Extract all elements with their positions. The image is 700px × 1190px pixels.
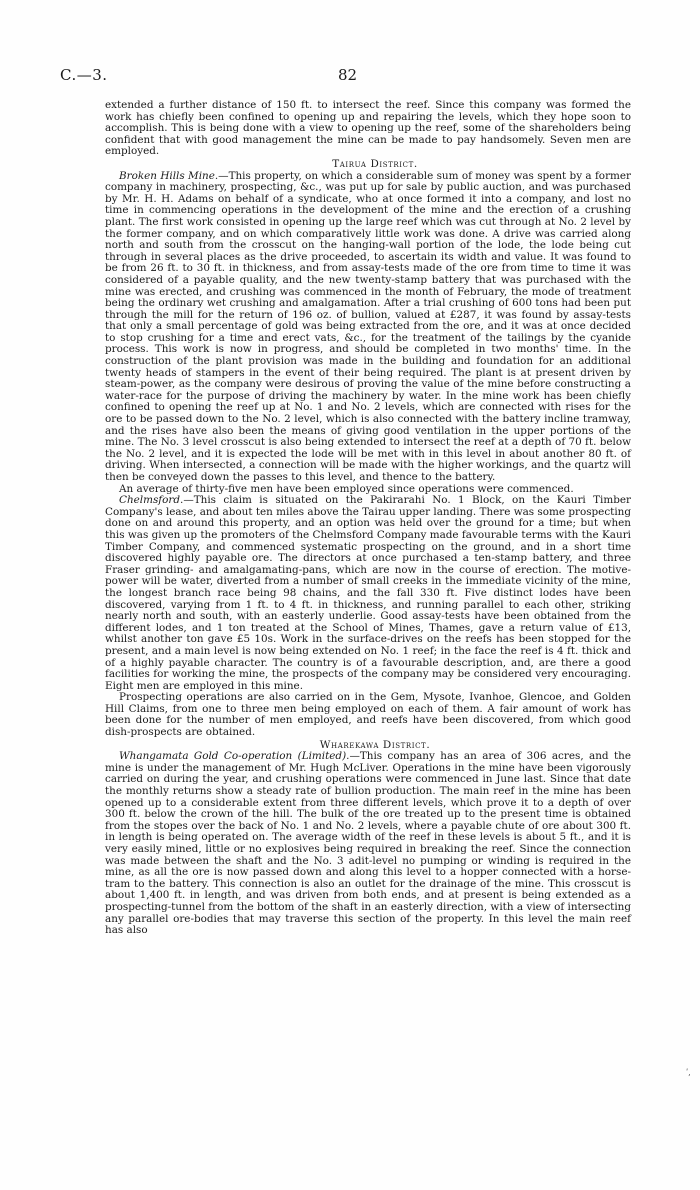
paragraph-text: —This property, on which a considerable sum of money was spent by a former company in machinery, prospecting, &c., was put up for sale by public auction, and was purchased by Mr. H. H. Adams on behalf of a syndicate, who at once formed it into a company, and lost no time in commencing operations in the development of the mine and the erection of a crushing plant. The first work consisted in opening up the large reef which was cut through at No. 2 level by the former company, and on which comparatively little work was done. A drive was carried along north and south from the crosscut on the hanging-wall portion of the lode, the lode being cut through in several places as the drive proceeded, to ascertain its width and value. It was found to be from 26 ft. to 30 ft. in thickness, and from assay-tests made of the ore from time to time it was considered of a payable quality, and the new twenty-stamp battery that was purchased with the mine was erected, and crushing was commenced in the month of February, the mode of treatment being the ordinary wet crushing and amalgamation. After a trial crushing of 600 tons had been put through the mill for the return of 196 oz. of bullion, valued at £287, it was found by assay-tests that only a small percentage of gold was being extracted from the ore, and it was at once decided to stop crushing for a time and erect vats, &c., for the treatment of the tailings by the cyanide process. This work is now in progress, and should be completed in two months' time. In the construction of the plant provision was made in the building and foundation for an additional twenty heads of stampers in the event of their being required. The plant is at present driven by steam-power, as the company were desirous of proving the value of the mine before constructing a water-race for the purpose of driving the machinery by water. In the mine work has been chiefly confined to opening the reef up at No. 1 and No. 2 levels, which are connected with rises for the ore to be passed down to the No. 2 level, which is also connected with the battery incline tramway, and the rises have also been the means of giving good ventilation in the upper portions of the mine. The No. 3 level crosscut is also being extended to intersect the reef at a depth of 70 ft. below the No. 2 level, and it is expected the lode will be met with in this level in about another 80 ft. of driving. When intersected, a connection will be made with the higher workings, and the quartz will then be conveyed down the passes to this level, and thence to the battery. [105,169,632,483]
paragraph-men-employed: An average of thirty-five men have been employed since operations were commenced. [119,482,574,495]
page-number: 82 [338,66,358,84]
section-heading-wharekawa: Wharekawa District. [319,738,431,751]
paragraph-text: —This company has an area of 306 acres, and the mine is under the management of Mr. Hugh McLiver. Operations in the mine have been vigorously carried on during the year, and crushing operations were commenced in June last. Since that date the monthly returns show a steady rate of bullion production. The main reef in the mine has been opened up to a considerable extent from three different levels, which prove it to a depth of over 300 ft. below the crown of the hill. The bulk of the ore treated up to the present time is obtained from the stopes over the back of No. 1 and No. 2 levels, where a payable chute of ore about 300 ft. in length is being operated on. The average width of the reef in these levels is about 5 ft., and it is very easily mined, little or no explosives being required in breaking the reef. Since the connection was made between the shaft and the No. 3 adit-level no pumping or winding is required in the mine, as all the ore is now passed down and along this level to a hopper connected with a horse-tram to the battery. This connection is also an outlet for the drainage of the mine. This crosscut is about 1,400 ft. in length, and was driven from both ends, and at present is being extended as a prospecting-tunnel from the bottom of the shaft in an easterly direction, with a view of intersecting any parallel ore-bodies that may traverse this section of the property. In this level the main reef has also [105,750,631,937]
mine-title: Broken Hills Mine. [119,169,219,182]
paragraph-broken-hills [105,171,631,484]
body-text [105,100,631,937]
mine-title: Chelmsford. [119,494,184,507]
mine-title: Whangamata Gold Co-operation (Limited). [119,750,350,763]
paragraph-chelmsford [105,495,631,692]
report-code: C.—3. [60,66,108,84]
paragraph-text: —This claim is situated on the Pakirarahi No. 1 Block, on the Kauri Timber Company's lease, and about ten miles above the Tairau upper landing. There was some prospecting done on and around this property, and an option was held over the ground for a time; but when this was given up the promoters of the Chelmsford Company made favourable terms with the Kauri Timber Company, and commenced systematic prospecting on the ground, and in a short time discovered highly payable ore. The directors at once purchased a ten-stamp battery, and three Fraser grinding- and amalgamating-pans, which are now in the course of erection. The motive-power will be water, diverted from a number of small creeks in the immediate vicinity of the mine, the longest branch race being 98 chains, and the fall 330 ft. Five distinct lodes have been discovered, varying from 1 ft. to 4 ft. in thickness, and running parallel to each other, striking nearly north and south, with an easterly underlie. Good assay-tests have been obtained from the different lodes, and 1 ton treated at the School of Mines, Thames, gave a return value of £13, whilst another ton gave £5 10s. Work in the surface-drives on the reefs has been stopped for the present, and a main level is now being extended on No. 1 reef; in the face the reef is 4 ft. thick and of a highly payable character. The country is of a favourable description, and, are there a good facilities for working the mine, the prospects of the company may be considered very encouraging. Eight men are employed in this mine. [105,494,631,692]
page-header [0,66,700,86]
paragraph-continuation: extended a further distance of 150 ft. to intersect the reef. Since this company was formed the work has chiefly been confined to opening up and repairing the levels, which they hope soon to accomplish. This is being done with a view to opening up the reef, some of the shareholders being confident that with good management the mine can be made to pay handsomely. Seven men are employed. [105,99,631,158]
paragraph-prospecting: Prospecting operations are also carried on in the Gem, Mysote, Ivanhoe, Glencoe, and Golden Hill Claims, from one to three men being employed on each of them. A fair amount of work has been done for the number of men employed, and reefs have been discovered, from which good dish-prospects are obtained. [105,691,631,739]
section-heading-tairua: Tairua District. [332,157,418,170]
margin-note: ʹ, [686,1068,691,1077]
paragraph-whangamata [105,751,631,937]
